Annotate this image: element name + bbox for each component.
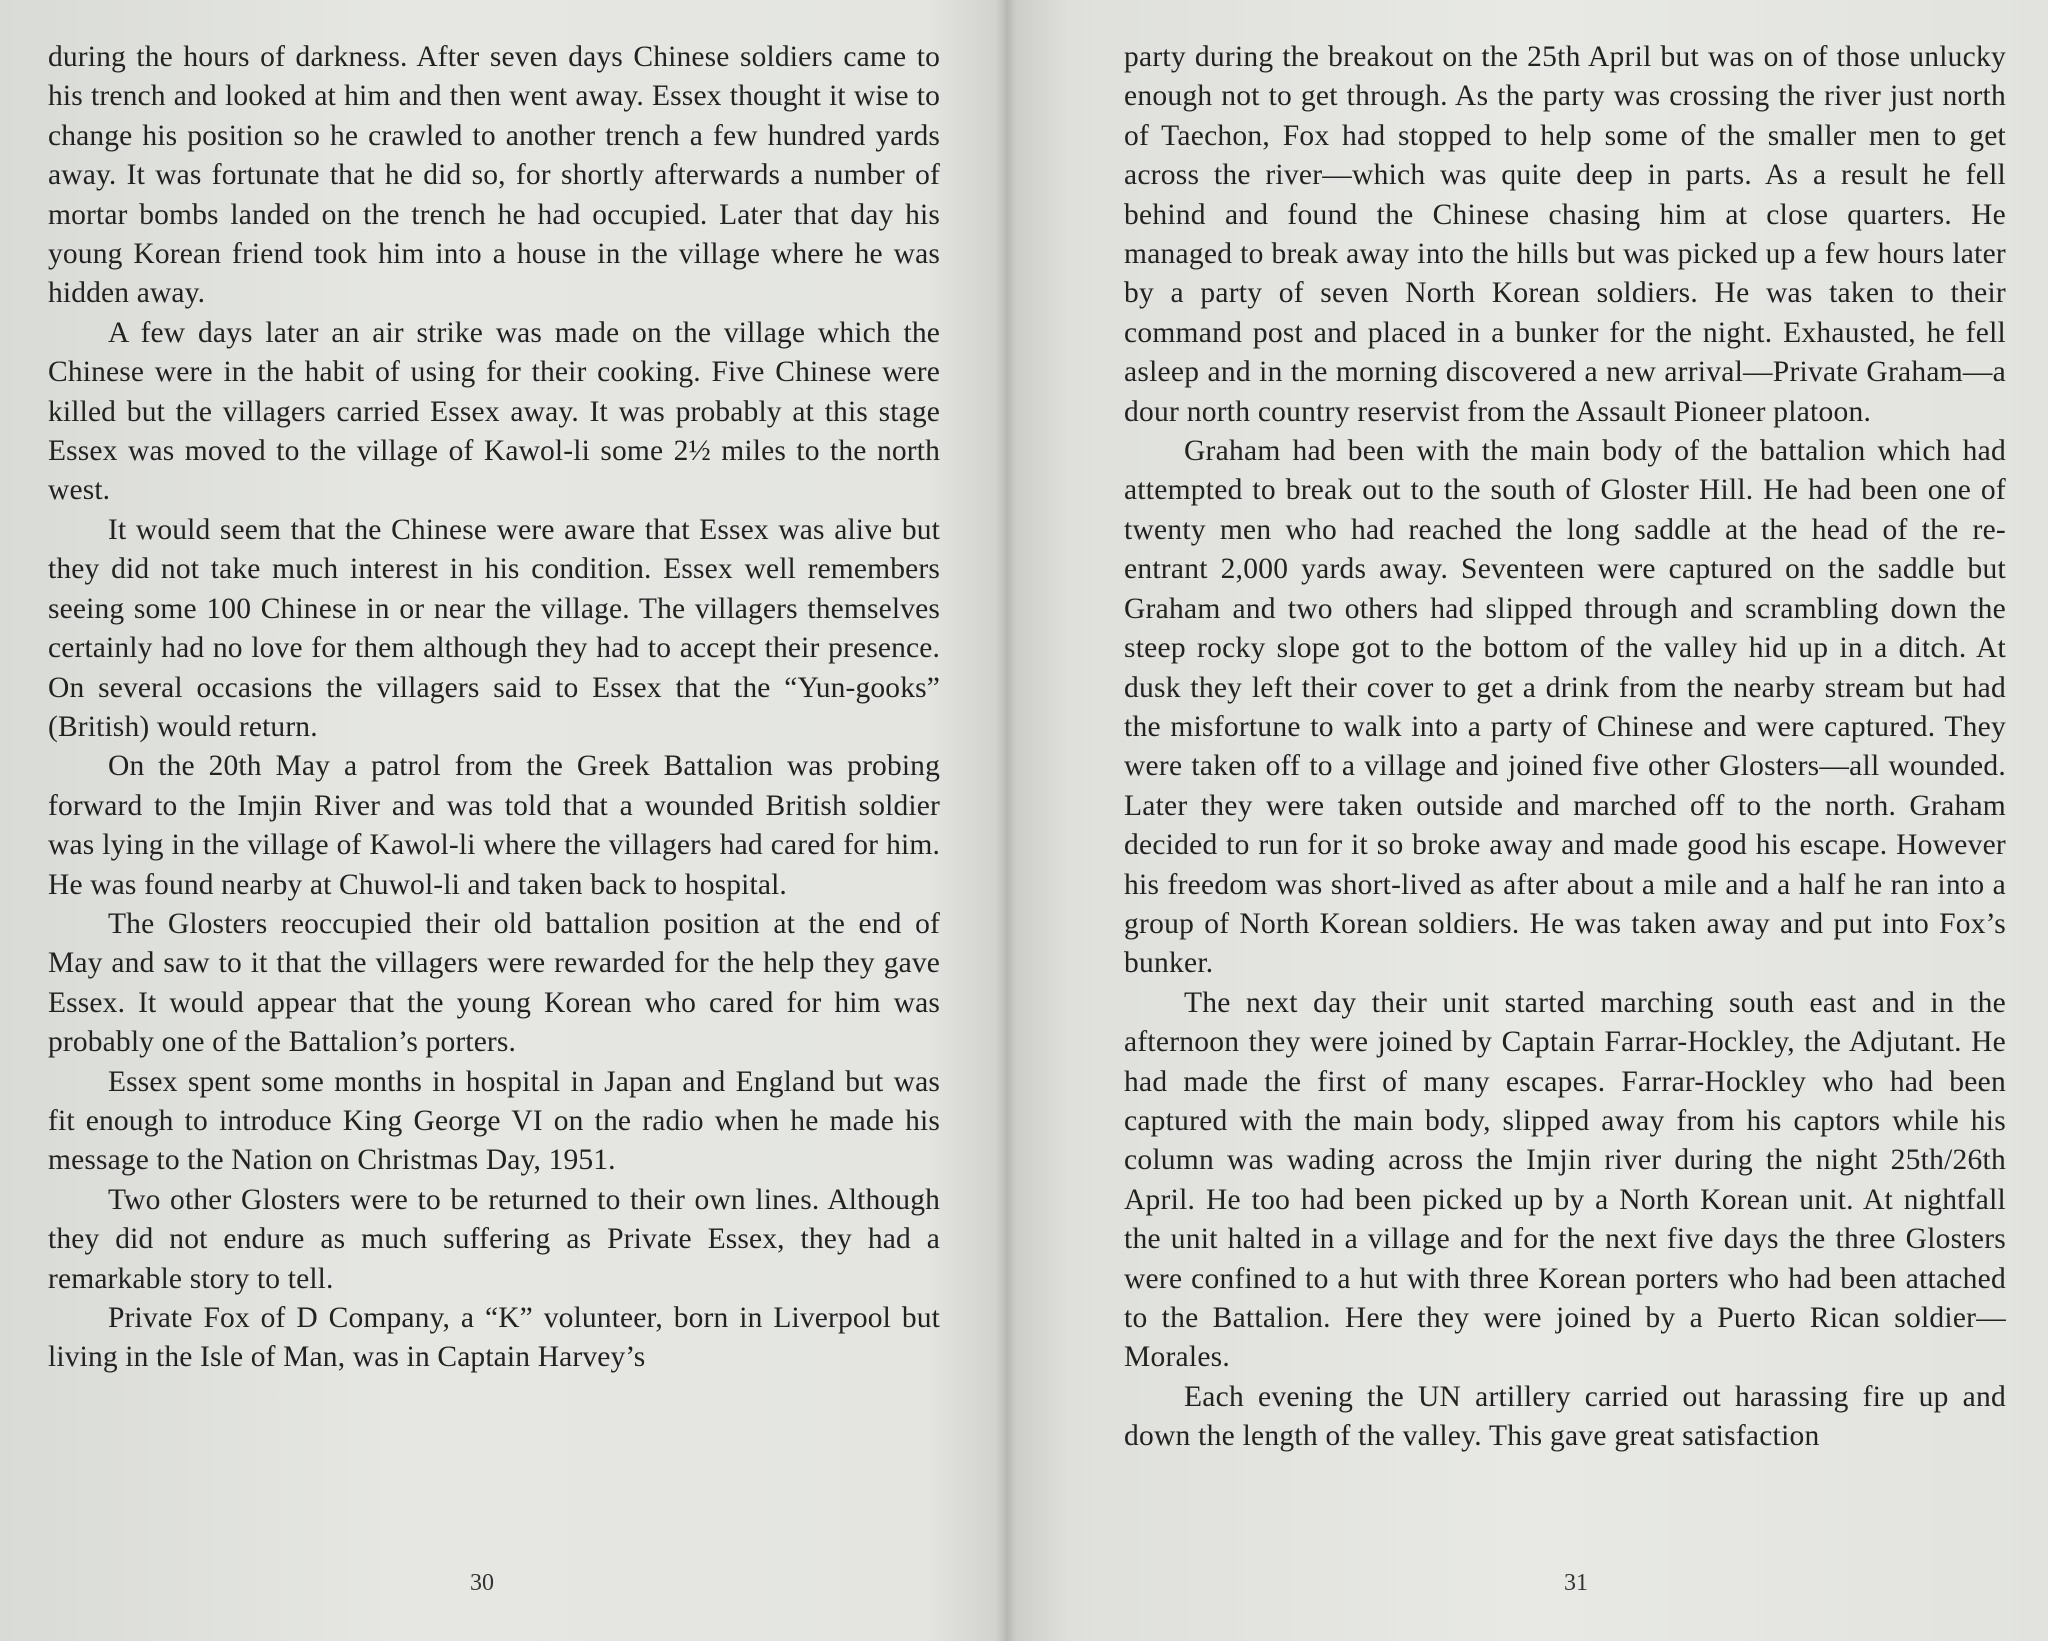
left-page bbox=[0, 0, 1006, 1641]
right-paragraph-3: The next day their unit started marching south east and in the afternoon they were joined by Captain Farrar-Hockley, the Adjutant. He had made the first of many escapes. Farrar-Hockley who had been captured with the main body, slipped away from his captors while his column was wading across the Imjin river during the night 25th/26th April. He too had been picked up by a North Korean unit. At nightfall the unit halted in a village and for the next five days the three Glosters were confined to a hut with three Korean porters who had been attached to the Battalion. Here they were joined by a Puerto Rican soldier—Morales. bbox=[1124, 986, 2006, 1374]
book-gutter bbox=[996, 0, 1016, 1641]
left-paragraph-3: It would seem that the Chinese were aware that Essex was alive but they did not take much interest in his condition. Essex well remembers seeing some 100 Chinese in or near the village. The villagers themselves certainly had no love for them although they had to accept their presence. On several occasions the villagers said to Essex that the “Yun-gooks” (British) would return. bbox=[48, 513, 940, 743]
left-paragraph-4: On the 20th May a patrol from the Greek Battalion was probing forward to the Imjin River and was told that a wounded British soldier was lying in the village of Kawol-li where the villagers had cared for him. He was found nearby at Chuwol-li and taken back to hospital. bbox=[48, 750, 940, 901]
left-paragraph-1: during the hours of darkness. After seven days Chinese soldiers came to his trench and looked at him and then went away. Essex thought it wise to change his position so he crawled to another trench a few hundred yards away. It was fortunate that he did so, for shortly afterwards a number of mortar bombs landed on the trench he had occupied. Later that day his young Korean friend took him into a house in the village where he was hidden away. bbox=[48, 41, 940, 310]
right-paragraph-2: Graham had been with the main body of the battalion which had attempted to break out to the south of Gloster Hill. He had been one of twenty men who had reached the long saddle at the head of the re-entrant 2,000 yards away. Seventeen were captured on the saddle but Graham and two others had slipped through and scrambling down the steep rocky slope got to the bottom of the valley hid up in a ditch. At dusk they left their cover to get a drink from the nearby stream but had the misfortune to walk into a party of Chinese and were captured. They were taken off to a village and joined five other Glosters—all wounded. Later they were taken outside and marched off to the north. Graham decided to run for it so broke away and made good his escape. However his freedom was short-lived as after about a mile and a half he ran into a group of North Korean soldiers. He was taken away and put into Fox’s bunker. bbox=[1124, 435, 2006, 980]
left-paragraph-6: Essex spent some months in hospital in Japan and England but was fit enough to introduce King George VI on the radio when he made his message to the Nation on Christmas Day, 1951. bbox=[48, 1065, 940, 1177]
right-paragraph-4: Each evening the UN artillery carried out harassing fire up and down the length of the valley. This gave great satisfaction bbox=[1124, 1380, 2006, 1453]
right-paragraph-1: party during the breakout on the 25th April but was on of those unlucky enough not to get through. As the party was crossing the river just north of Taechon, Fox had stopped to help some of the smaller men to get across the river—which was quite deep in parts. As a result he fell behind and found the Chinese chasing him at close quarters. He managed to break away into the hills but was picked up a few hours later by a party of seven North Korean soldiers. He was taken to their command post and placed in a bunker for the night. Exhausted, he fell asleep and in the morning discovered a new arrival—Private Graham—a dour north country reservist from the Assault Pioneer platoon. bbox=[1124, 41, 2006, 428]
left-paragraph-5: The Glosters reoccupied their old battalion position at the end of May and saw to it that the villagers were rewarded for the help they gave Essex. It would appear that the young Korean who cared for him was probably one of the Battalion’s porters. bbox=[48, 907, 940, 1059]
left-paragraph-8: Private Fox of D Company, a “K” volunteer, born in Liverpool but living in the Isle of Man, was in Captain Harvey’s bbox=[48, 1302, 940, 1374]
right-page bbox=[1006, 0, 2048, 1641]
left-paragraph-2: A few days later an air strike was made on the village which the Chinese were in the habit of using for their cooking. Five Chinese were killed but the villagers carried Essex away. It was probably at this stage Essex was moved to the village of Kawol-li some 2½ miles to the north west. bbox=[48, 316, 940, 507]
left-paragraph-7: Two other Glosters were to be returned to their own lines. Although they did not endure as much suffering as Private Essex, they had a remarkable story to tell. bbox=[48, 1183, 940, 1295]
page-number-right: 31 bbox=[1564, 1570, 1588, 1596]
page-number-left: 30 bbox=[470, 1570, 494, 1596]
